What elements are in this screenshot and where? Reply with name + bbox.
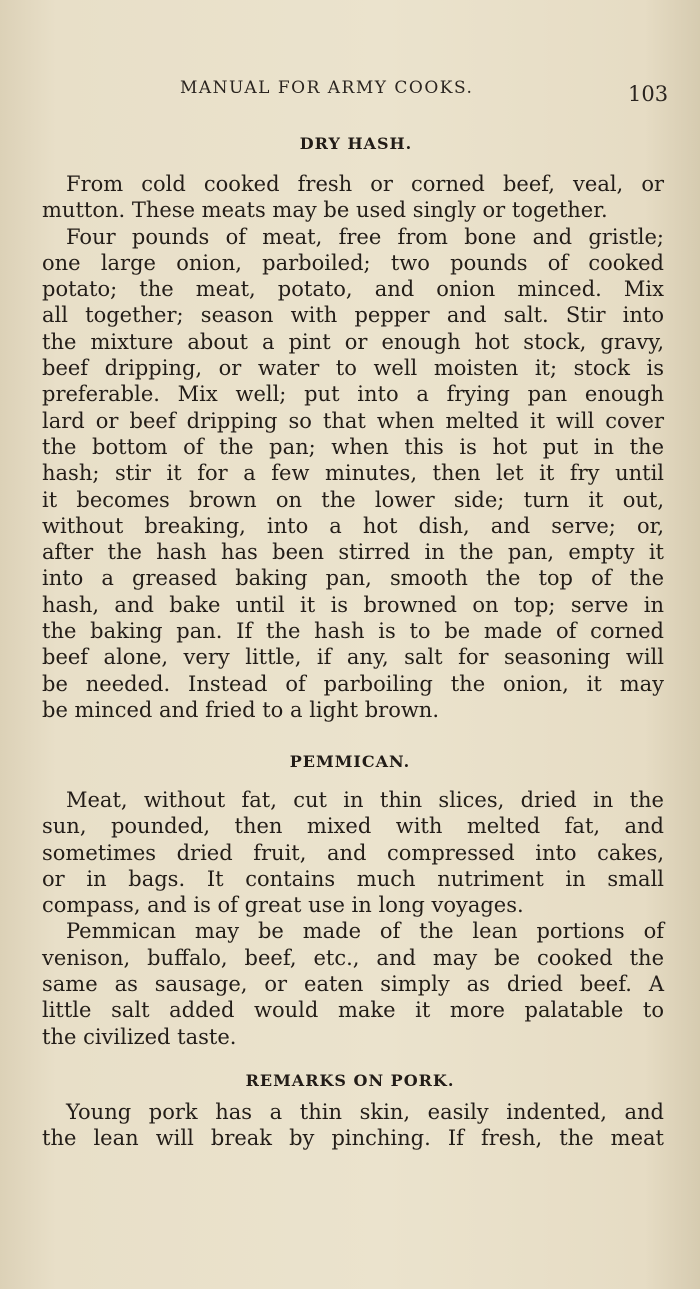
text-line: be minced and fried to a light brown. (42, 697, 440, 722)
text-line: venison, buffalo, beef, etc., and may be cooked the (42, 945, 664, 970)
text-line: beef alone, very little, if any, salt for seasoning will (42, 645, 664, 670)
text-line: little salt added would make it more palatable to (42, 998, 664, 1023)
text-line: it becomes brown on the lower side; turn it out, (42, 487, 664, 512)
text-line: the lean will break by pinching. If fresh, the meat (42, 1126, 664, 1151)
section-body-remarks-on-pork (42, 1099, 664, 1152)
text-line: be needed. Instead of parboiling the onion, it may (42, 671, 664, 696)
text-line: into a greased baking pan, smooth the top of the (42, 566, 664, 591)
text-line: all together; season with pepper and salt. Stir into (42, 303, 664, 328)
section-title-pemmican: PEMMICAN. (289, 752, 411, 771)
text-line: Four pounds of meat, free from bone and gristle; (66, 224, 664, 249)
text-line: the bottom of the pan; when this is hot put in the (42, 434, 664, 459)
text-line: compass, and is of great use in long voyages. (42, 893, 524, 918)
section-body-pemmican (42, 787, 664, 1050)
text-line: the baking pan. If the hash is to be made of corned (42, 619, 664, 644)
text-line: beef dripping, or water to well moisten it; stock is (42, 356, 664, 381)
section-body-dry-hash (42, 171, 664, 723)
page-number: 103 (628, 82, 669, 106)
text-line: potato; the meat, potato, and onion minced. Mix (42, 277, 664, 302)
text-line: the mixture about a pint or enough hot stock, gravy, (42, 329, 664, 354)
text-line: From cold cooked fresh or corned beef, veal, or (66, 172, 664, 196)
text-line: lard or beef dripping so that when melted it will cover (42, 408, 664, 433)
section-title-remarks-on-pork: REMARKS ON PORK. (245, 1071, 455, 1090)
text-line: or in bags. It contains much nutriment in small (42, 866, 664, 891)
text-line: mutton. These meats may be used singly or together. (42, 198, 608, 223)
text-line: sometimes dried fruit, and compressed into cakes, (42, 840, 664, 865)
running-head: MANUAL FOR ARMY COOKS. (180, 78, 474, 98)
text-line: the civilized taste. (42, 1024, 237, 1049)
text-line: Young pork has a thin skin, easily indented, and (66, 1100, 664, 1124)
text-line: after the hash has been stirred in the pan, empty it (42, 540, 664, 565)
text-line: sun, pounded, then mixed with melted fat, and (42, 814, 664, 839)
section-title-dry-hash: DRY HASH. (299, 134, 413, 153)
text-line: Meat, without fat, cut in thin slices, dried in the (66, 788, 664, 812)
text-line: same as sausage, or eaten simply as dried beef. A (42, 972, 664, 997)
text-line: hash; stir it for a few minutes, then let it fry until (42, 461, 664, 486)
text-line: hash, and bake until it is browned on top; serve in (42, 592, 664, 617)
text-line: without breaking, into a hot dish, and serve; or, (42, 513, 664, 538)
text-line: preferable. Mix well; put into a frying pan enough (42, 382, 664, 407)
text-line: Pemmican may be made of the lean portions of (66, 919, 664, 944)
text-line: one large onion, parboiled; two pounds of cooked (42, 250, 664, 275)
